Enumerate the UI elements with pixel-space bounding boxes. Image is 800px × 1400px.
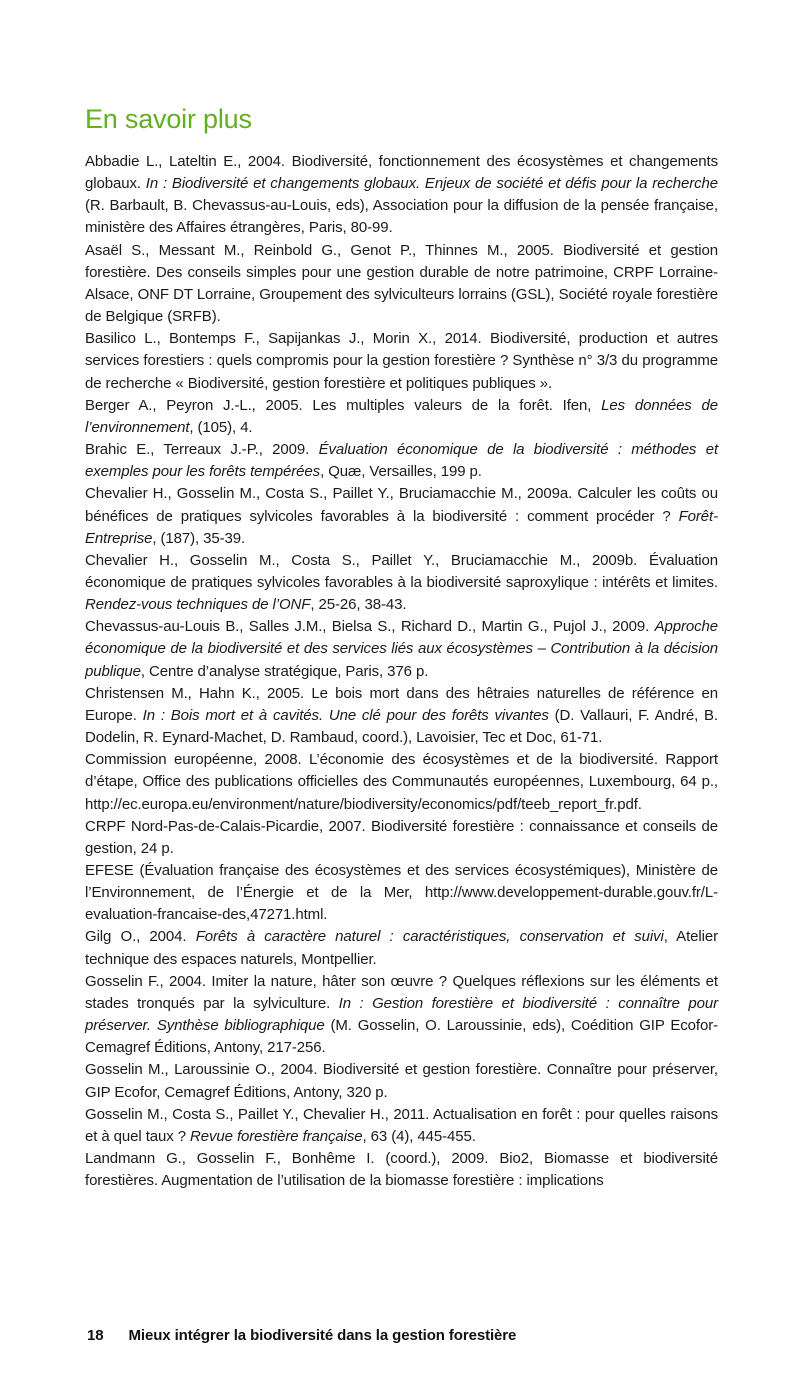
reference-work-title: Revue forestière française: [190, 1127, 363, 1145]
reference-text: Commission européenne, 2008. L’économie des écosystèmes et de la biodiversité. Rapport d’étape, Office des publications officielles des Communautés européennes, Luxembourg, 64 p., http://ec.europa.eu/environment/nature/biodiversity/economics/pdf/teeb_report_fr.pdf.: [85, 751, 718, 813]
reference-entry: [85, 151, 718, 240]
reference-work-title: Rendez-vous techniques de l’ONF: [85, 596, 311, 614]
reference-entry: [85, 550, 718, 616]
reference-entry: [85, 439, 718, 483]
reference-work-title: Forêt-Entreprise: [85, 507, 718, 547]
reference-text: Gosselin M., Costa S., Paillet Y., Chevalier H., 2011. Actualisation en forêt : pour quelles raisons et à quel taux ?: [85, 1105, 718, 1145]
reference-entry: [85, 860, 718, 926]
reference-text: Chevassus-au-Louis B., Salles J.M., Bielsa S., Richard D., Martin G., Pujol J., 2009.: [85, 618, 655, 636]
reference-text: Gilg O., 2004.: [85, 928, 196, 946]
reference-text: (D. Vallauri, F. André, B. Dodelin, R. Eynard-Machet, D. Rambaud, coord.), Lavoisier, Tec et Doc, 61-71.: [85, 706, 718, 747]
reference-work-title: Les données de l’environnement: [85, 396, 719, 436]
reference-text: , Atelier technique des espaces naturels, Montpellier.: [85, 928, 719, 968]
reference-work-title: Forêts à caractère naturel : caractéristiques, conservation et suivi: [195, 928, 664, 946]
reference-text: CRPF Nord-Pas-de-Calais-Picardie, 2007. Biodiversité forestière : connaissance et conseils de gestion, 24 p.: [85, 817, 718, 857]
page-footer: [87, 1327, 516, 1344]
reference-text: (M. Gosselin, O. Laroussinie, eds), Coédition GIP Ecofor-Cemagref Éditions, Antony, 217-256.: [85, 1017, 718, 1057]
reference-text: , 63 (4), 445-455.: [362, 1127, 476, 1145]
reference-text: Christensen M., Hahn K., 2005. Le bois mort dans des hêtraies naturelles de référence en Europe.: [85, 684, 718, 724]
reference-work-title: In : Bois mort et à cavités. Une clé pour des forêts vivantes: [142, 706, 549, 724]
reference-entry: [85, 749, 718, 815]
reference-text: , 25-26, 38-43.: [310, 596, 407, 614]
reference-text: , Quæ, Versailles, 199 p.: [320, 463, 482, 481]
reference-entry: [85, 926, 718, 970]
page-number: 18: [87, 1327, 104, 1344]
reference-entry: [85, 816, 718, 860]
reference-text: Brahic E., Terreaux J.-P., 2009.: [85, 441, 319, 459]
reference-text: , Centre d’analyse stratégique, Paris, 376 p.: [140, 662, 429, 680]
reference-text: Berger A., Peyron J.-L., 2005. Les multiples valeurs de la forêt. Ifen,: [85, 396, 602, 414]
references-list: [85, 151, 718, 1192]
reference-text: Abbadie L., Lateltin E., 2004. Biodiversité, fonctionnement des écosystèmes et changements globaux.: [85, 153, 718, 193]
page-content: [85, 104, 718, 1192]
reference-text: Chevalier H., Gosselin M., Costa S., Paillet Y., Bruciamacchie M., 2009b. Évaluation économique de pratiques sylvicoles favorables à la biodiversité saproxylique : intérêts et limites.: [85, 551, 718, 591]
reference-work-title: In : Biodiversité et changements globaux. Enjeux de société et défis pour la recherche: [145, 175, 718, 193]
reference-text: (R. Barbault, B. Chevassus-au-Louis, eds), Association pour la diffusion de la pensée française, ministère des Affaires étrangères, Paris, 80-99.: [85, 197, 718, 237]
reference-entry: [85, 1059, 718, 1103]
reference-text: Gosselin F., 2004. Imiter la nature, hâter son œuvre ? Quelques réflexions sur les éléments et stades tronqués par la sylviculture.: [85, 972, 718, 1012]
reference-text: Landmann G., Gosselin F., Bonhême I. (coord.), 2009. Bio2, Biomasse et biodiversité forestières. Augmentation de l’utilisation de la biomasse forestière : implications: [85, 1150, 718, 1190]
reference-entry: [85, 240, 718, 329]
reference-entry: [85, 395, 718, 439]
reference-text: Gosselin M., Laroussinie O., 2004. Biodiversité et gestion forestière. Connaître pour préserver, GIP Ecofor, Cemagref Éditions, Antony, 320 p.: [85, 1061, 718, 1101]
reference-text: Chevalier H., Gosselin M., Costa S., Paillet Y., Bruciamacchie M., 2009a. Calculer les coûts ou bénéfices de pratiques sylvicoles favorables à la biodiversité : comment procéder ?: [85, 485, 718, 525]
section-title: En savoir plus: [85, 104, 252, 134]
reference-entry: [85, 616, 718, 682]
reference-text: , (187), 35-39.: [152, 529, 246, 547]
reference-work-title: Approche économique de la biodiversité et des services liés aux écosystèmes – Contribution à la décision publique: [85, 618, 718, 680]
reference-entry: [85, 328, 718, 394]
reference-work-title: In : Gestion forestière et biodiversité : connaître pour préserver. Synthèse bibliographique: [85, 994, 718, 1035]
reference-work-title: Évaluation économique de la biodiversité : méthodes et exemples pour les forêts tempérées: [85, 441, 719, 481]
reference-text: EFESE (Évaluation française des écosystèmes et des services écosystémiques), Ministère de l’Environnement, de l’Énergie et de la Mer, http://www.developpement-durable.gouv.fr/L-evaluation-francaise-des,47271.html.: [85, 862, 718, 924]
reference-entry: [85, 971, 718, 1060]
reference-text: Basilico L., Bontemps F., Sapijankas J., Morin X., 2014. Biodiversité, production et autres services forestiers : quels compromis pour la gestion forestière ? Synthèse n° 3/3 du programme de recherche « Biodiversité, gestion forestière et politiques publiques ».: [85, 330, 718, 392]
reference-entry: [85, 683, 718, 749]
running-title: Mieux intégrer la biodiversité dans la gestion forestière: [128, 1327, 517, 1344]
reference-entry: [85, 1104, 718, 1148]
reference-text: , (105), 4.: [189, 418, 253, 436]
reference-entry: [85, 1148, 718, 1192]
reference-text: Asaël S., Messant M., Reinbold G., Genot P., Thinnes M., 2005. Biodiversité et gestion forestière. Des conseils simples pour une gestion durable de notre patrimoine, CRPF Lorraine-Alsace, ONF DT Lorraine, Groupement des sylviculteurs lorrains (GSL), Société royale forestière de Belgique (SRFB).: [85, 241, 718, 326]
reference-entry: [85, 483, 718, 549]
